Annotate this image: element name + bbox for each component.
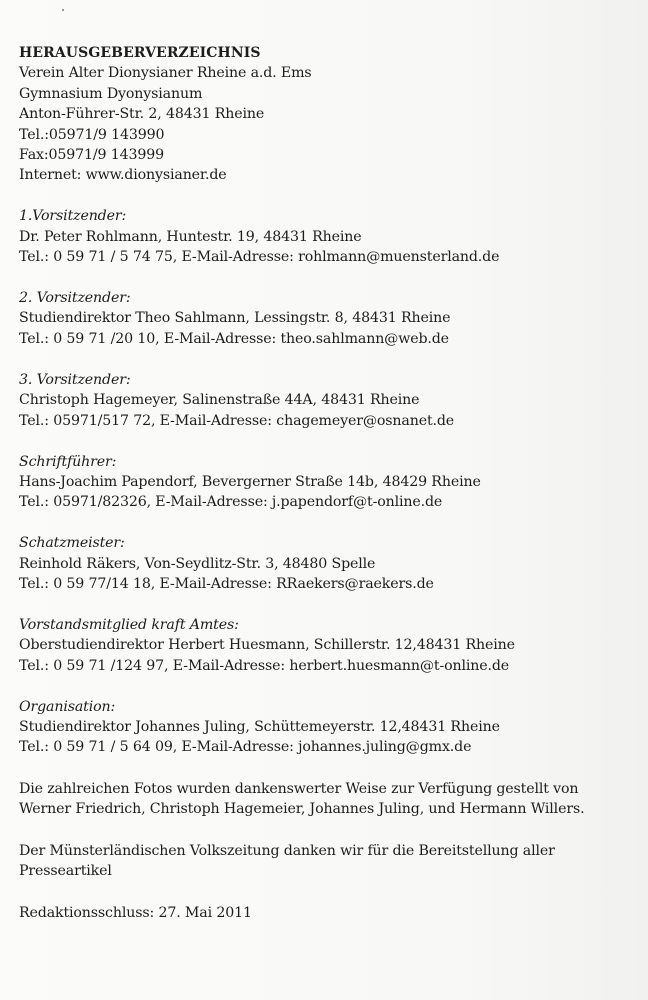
photo-credits-line: Die zahlreichen Fotos wurden dankenswerter Weise zur Verfügung gestellt von — [19, 780, 579, 797]
school-name: Gymnasium Dyonysianum — [19, 85, 203, 102]
contact-secretary — [19, 452, 619, 513]
press-credits-line: Presseartikel — [19, 863, 112, 880]
publisher-name: Verein Alter Dionysianer Rheine a.d. Ems — [19, 65, 312, 82]
contact-role: 1.Vorsitzender: — [19, 208, 127, 225]
publisher-address-block — [19, 63, 619, 185]
contact-phone-email: Tel.: 0 59 71 / 5 74 75, E-Mail-Adresse: rohlmann@muensterland.de — [19, 249, 500, 266]
contact-address: Oberstudiendirektor Herbert Huesmann, Schillerstr. 12,48431 Rheine — [19, 637, 515, 654]
contact-address: Hans-Joachim Papendorf, Bevergerner Straße 14b, 48429 Rheine — [19, 473, 481, 490]
contact-third-chair — [19, 370, 619, 431]
contact-phone-email: Tel.: 0 59 71 /124 97, E-Mail-Adresse: herbert.huesmann@t-online.de — [19, 657, 510, 674]
contact-phone-email: Tel.: 0 59 77/14 18, E-Mail-Adresse: RRaekers@raekers.de — [19, 576, 434, 593]
photo-credits-line: Werner Friedrich, Christoph Hagemeier, Johannes Juling, und Hermann Willers. — [19, 801, 585, 818]
contact-address: Reinhold Räkers, Von-Seydlitz-Str. 3, 48480 Spelle — [19, 555, 376, 572]
contact-address: Studiendirektor Theo Sahlmann, Lessingstr. 8, 48431 Rheine — [19, 310, 451, 327]
contact-phone-email: Tel.: 05971/517 72, E-Mail-Adresse: chagemeyer@osnanet.de — [19, 412, 455, 429]
press-credits-line: Der Münsterländischen Volkszeitung danken wir für die Bereitstellung aller — [19, 842, 555, 859]
contact-phone-email: Tel.: 05971/82326, E-Mail-Adresse: j.papendorf@t-online.de — [19, 494, 443, 511]
contact-organisation — [19, 697, 619, 758]
contact-address: Christoph Hagemeyer, Salinenstraße 44A, 48431 Rheine — [19, 392, 420, 409]
publisher-phone: Tel.:05971/9 143990 — [19, 126, 165, 143]
contact-board-member — [19, 615, 619, 676]
contact-phone-email: Tel.: 0 59 71 /20 10, E-Mail-Adresse: theo.sahlmann@web.de — [19, 330, 449, 347]
publisher-website: Internet: www.dionysianer.de — [19, 167, 227, 184]
photo-credits — [19, 779, 617, 820]
publisher-directory — [19, 43, 619, 923]
press-credits — [19, 841, 617, 882]
contact-role: Organisation: — [19, 698, 116, 715]
contact-role: Schriftführer: — [19, 453, 117, 470]
contact-role: Vorstandsmitglied kraft Amtes: — [19, 616, 239, 633]
editorial-deadline: Redaktionsschluss: 27. Mai 2011 — [19, 904, 252, 921]
contact-second-chair — [19, 288, 619, 349]
contact-role: 3. Vorsitzender: — [19, 371, 131, 388]
contact-first-chair — [19, 206, 619, 267]
contact-address: Dr. Peter Rohlmann, Huntestr. 19, 48431 Rheine — [19, 228, 362, 245]
paper-speck — [62, 9, 64, 11]
publisher-fax: Fax:05971/9 143999 — [19, 147, 165, 164]
contact-phone-email: Tel.: 0 59 71 / 5 64 09, E-Mail-Adresse: johannes.juling@gmx.de — [19, 739, 472, 756]
page-heading: HERAUSGEBERVERZEICHNIS — [19, 45, 261, 61]
contact-address: Studiendirektor Johannes Juling, Schüttemeyerstr. 12,48431 Rheine — [19, 719, 500, 736]
contact-role: Schatzmeister: — [19, 535, 125, 552]
contact-role: 2. Vorsitzender: — [19, 290, 131, 307]
publisher-street: Anton-Führer-Str. 2, 48431 Rheine — [19, 106, 265, 123]
contact-treasurer — [19, 533, 619, 594]
